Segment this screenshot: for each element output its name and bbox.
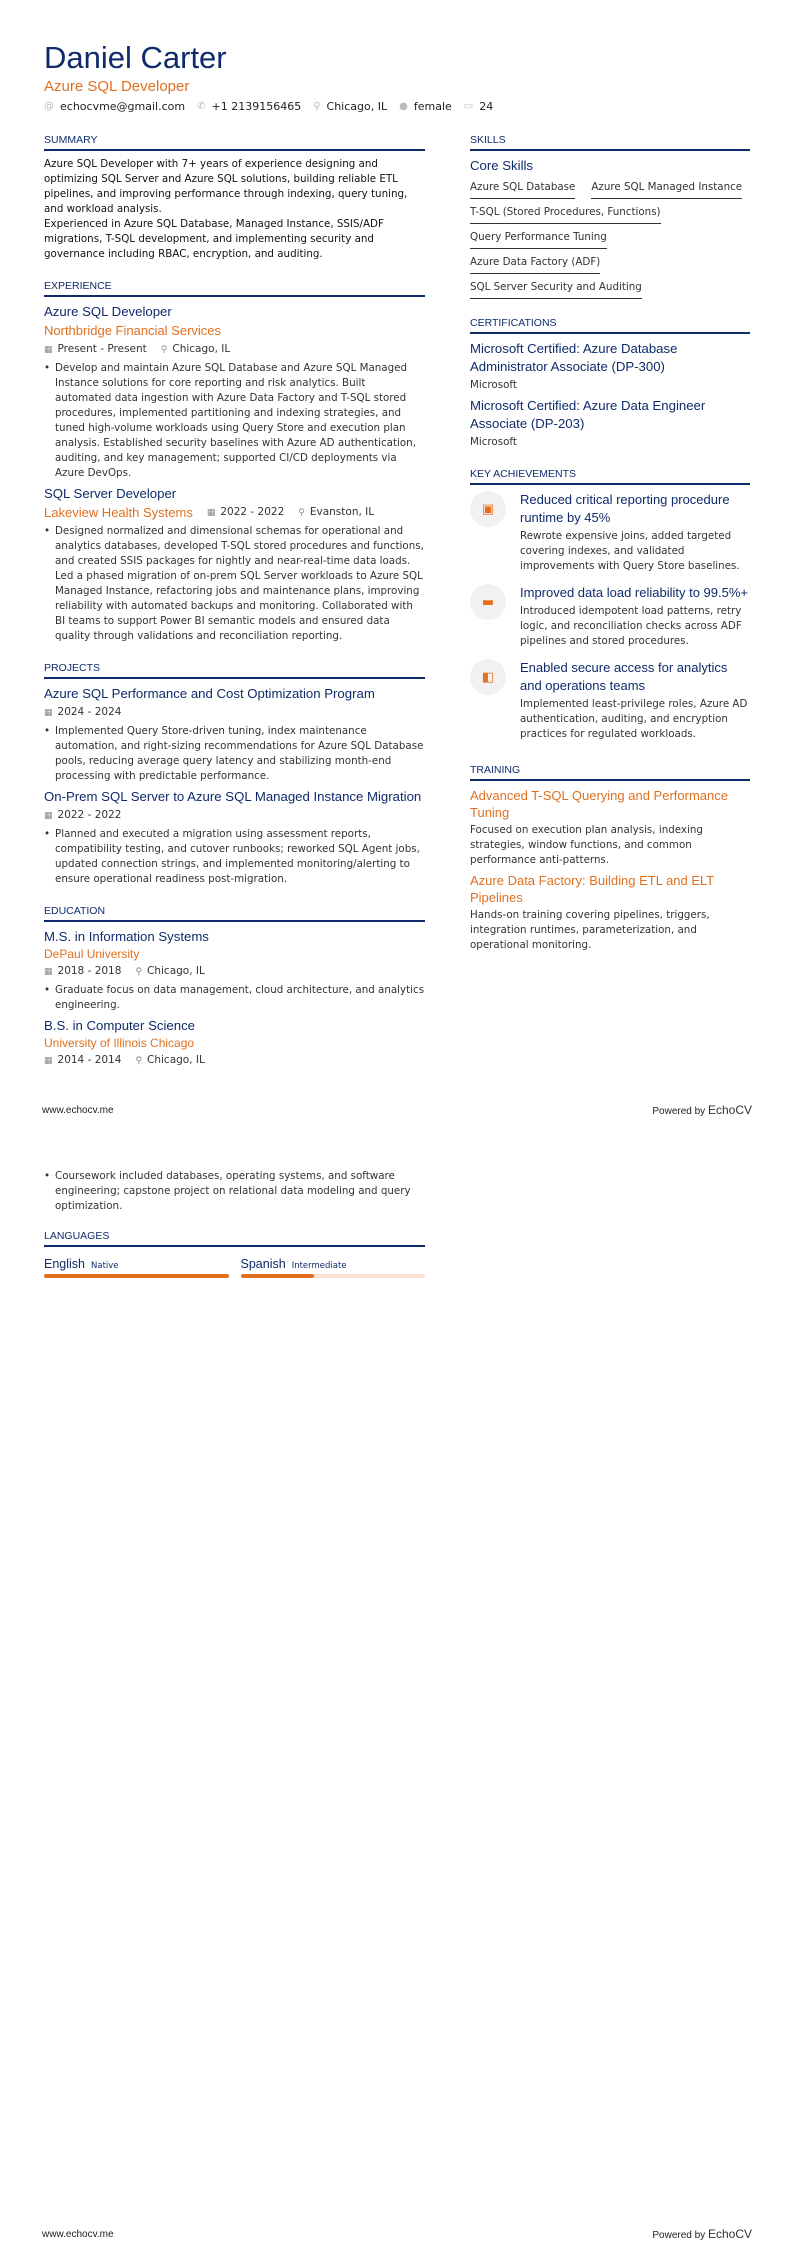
location-icon: ⚲ [135,1056,143,1066]
cert-issuer: Microsoft [470,436,517,448]
dates: 2022 - 2022 [57,809,122,821]
dates: 2018 - 2018 [57,965,122,977]
degree: B.S. in Computer Science [44,1018,195,1033]
section-heading: TRAINING [470,764,750,781]
skill-tag: Azure SQL Managed Instance [591,178,742,199]
language-level: Intermediate [291,1261,347,1271]
proficiency-bar [241,1274,426,1278]
section-heading: SUMMARY [44,134,425,151]
location-icon: ⚲ [298,508,305,518]
section-heading: CERTIFICATIONS [470,317,750,334]
powered-label: Powered by [652,2230,706,2241]
section-heading: EXPERIENCE [44,280,425,297]
section-heading: LANGUAGES [44,1230,425,1247]
clipboard-icon: ◧ [470,659,506,695]
location-icon: ⚲ [313,101,321,112]
school: DePaul University [44,947,140,961]
job-role: Azure SQL Developer [44,304,172,319]
location: Chicago, IL [172,343,231,355]
training-title: Azure Data Factory: Building ETL and ELT Pipelines [470,873,714,905]
candidate-title: Azure SQL Developer [44,78,190,95]
cert-name: Microsoft Certified: Azure Database Administrator Associate (DP-300) [470,341,678,374]
brand-logo: EchoCV [707,1103,752,1117]
footer-site[interactable]: www.echocv.me [42,1105,114,1116]
language-item [241,1253,426,1278]
achievement-title: Improved data load reliability to 99.5%+ [520,585,748,600]
achievements-section [470,468,750,746]
training-desc: Focused on execution plan analysis, indexing strategies, window functions, and common performance anti-patterns. [470,824,703,866]
degree: M.S. in Information Systems [44,929,209,944]
footer-site[interactable]: www.echocv.me [42,2229,114,2240]
achievement-item [470,659,750,746]
contact-bar [44,100,493,113]
location: Evanston, IL [309,506,375,518]
bullet: • Graduate focus on data management, cloud architecture, and analytics engineering. [44,983,425,1013]
location-icon: ⚲ [160,345,168,355]
skill-tag: Azure SQL Database [470,178,575,199]
training-desc: Hands-on training covering pipelines, triggers, integration runtimes, parameterization, and operational monitoring. [470,909,710,951]
dates: 2014 - 2014 [57,1054,122,1066]
job-role: SQL Server Developer [44,486,177,501]
language-item [44,1253,229,1278]
achievement-desc: Rewrote expensive joins, added targeted covering indexes, and validated improvements with Query Store baselines. [520,530,740,572]
achievement-desc: Introduced idempotent load patterns, retry logic, and reconciliation checks across ADF pipelines and stored procedures. [520,605,742,647]
language-name: English [44,1257,85,1271]
bookmark-icon: ▣ [470,491,506,527]
projects-section [44,662,425,887]
location: Chicago, IL [326,100,388,113]
bullet: • Develop and maintain Azure SQL Database and Azure SQL Managed Instance solutions for core reporting and risk analytics. Built automated data ingestion with Azure Data Factory and T-SQL stored procedures, implemented partitioning and indexing strategies, and tuned high-volume workloads using Query Store and execution plan analysis. Established security baselines with Azure AD authentication, auditing, and key management; supported CI/CD deployments via Azure DevOps. [44,361,425,481]
calendar-icon: ▦ [44,967,53,977]
education-item [44,1017,425,1070]
achievement-desc: Implemented least-privilege roles, Azure AD authentication, auditing, and encryption practices for regulated workloads. [520,698,748,740]
calendar-icon: ▦ [44,708,53,718]
right-column [470,134,750,971]
calendar-icon: ▦ [44,1056,53,1066]
summary-text: Experienced in Azure SQL Database, Managed Instance, SSIS/ADF migrations, T-SQL development, and implementing security and governance including RBAC, encryption, and auditing. [44,218,384,260]
location: Chicago, IL [147,1054,205,1066]
section-heading: SKILLS [470,134,750,151]
cert-issuer: Microsoft [470,379,517,391]
page2-left-column [44,1167,425,1296]
achievement-item [470,491,750,578]
skill-tag: T-SQL (Stored Procedures, Functions) [470,203,661,224]
experience-section [44,280,425,644]
calendar-icon: ▭ [463,101,474,112]
dates: 2024 - 2024 [57,706,122,718]
candidate-name: Daniel Carter [44,40,227,75]
language-name: Spanish [240,1257,286,1271]
calendar-icon: ▦ [44,811,53,821]
skill-group: Core Skills [470,158,534,173]
project-item [44,788,425,887]
languages-section [44,1230,425,1278]
skill-tag: Azure Data Factory (ADF) [470,253,600,274]
powered-label: Powered by [652,1106,706,1117]
achievement-title: Reduced critical reporting procedure runtime by 45% [520,492,730,525]
certifications-section [470,317,750,450]
briefcase-icon: ▬ [470,584,506,620]
skill-tag: SQL Server Security and Auditing [470,278,642,299]
bullet: • Coursework included databases, operating systems, and software engineering; capstone project on relational data modeling and query optimization. [44,1169,425,1214]
company: Lakeview Health Systems [44,505,193,520]
language-level: Native [91,1261,119,1271]
left-column [44,134,425,1088]
school: University of Illinois Chicago [44,1036,195,1050]
summary-text: Azure SQL Developer with 7+ years of experience designing and optimizing SQL Server and Azure SQL solutions, building reliable ETL pipelines, and improving performance through indexing, query tuning, and workload analysis. [44,158,408,215]
experience-item [44,485,425,644]
dates: Present - Present [57,343,147,355]
bullet: • Implemented Query Store-driven tuning, index maintenance automation, and right-sizing recommendations for Azure SQL Database pools, reducing average query latency and stabilizing month-end processing with predictable performance. [44,724,425,784]
achievement-title: Enabled secure access for analytics and operations teams [520,660,728,693]
bullet: • Planned and executed a migration using assessment reports, compatibility testing, and cutover runbooks; reworked SQL Agent jobs, updated connection strings, and implemented monitoring/alerting to ensure operational readiness post-migration. [44,827,425,887]
phone[interactable]: +1 2139156465 [211,100,302,113]
age: 24 [479,100,494,113]
cert-name: Microsoft Certified: Azure Data Engineer Associate (DP-203) [470,398,706,431]
section-heading: KEY ACHIEVEMENTS [470,468,750,485]
achievement-item [470,584,750,653]
section-heading: EDUCATION [44,905,425,922]
skills-section [470,134,750,299]
section-heading: PROJECTS [44,662,425,679]
dates: 2022 - 2022 [220,506,285,518]
footer-powered [652,2227,752,2241]
company: Northbridge Financial Services [44,323,222,338]
phone-icon: ✆ [197,101,206,112]
location: Chicago, IL [147,965,205,977]
bullet: • Designed normalized and dimensional schemas for operational and analytics databases, developed T-SQL stored procedures and functions, and created SSIS packages for nightly and near-real-time data loads. Led a phased migration of on-prem SQL Server workloads to Azure SQL Managed Instance, refactoring jobs and maintenance plans, improving reliability with automated backups and monitoring. Collaborated with BI teams to support Power BI semantic models and ensured data quality through validations and reconciliation reporting. [44,524,425,644]
education-section [44,905,425,1070]
education-item [44,928,425,1013]
location-icon: ⚲ [135,967,143,977]
gender: female [413,100,452,113]
summary-section [44,134,425,262]
proficiency-bar [44,1274,229,1278]
at-icon: @ [44,101,54,112]
email[interactable]: echocvme@gmail.com [60,100,186,113]
training-section [470,764,750,953]
footer-powered [652,1103,752,1117]
skill-tag: Query Performance Tuning [470,228,607,249]
calendar-icon: ▦ [206,508,216,518]
project-name: On-Prem SQL Server to Azure SQL Managed Instance Migration [44,789,422,804]
brand-logo: EchoCV [707,2227,752,2241]
experience-item [44,303,425,481]
project-item [44,685,425,784]
calendar-icon: ▦ [44,345,53,355]
training-title: Advanced T-SQL Querying and Performance Tuning [470,788,728,820]
person-icon: ● [399,101,408,112]
project-name: Azure SQL Performance and Cost Optimization Program [44,686,375,701]
